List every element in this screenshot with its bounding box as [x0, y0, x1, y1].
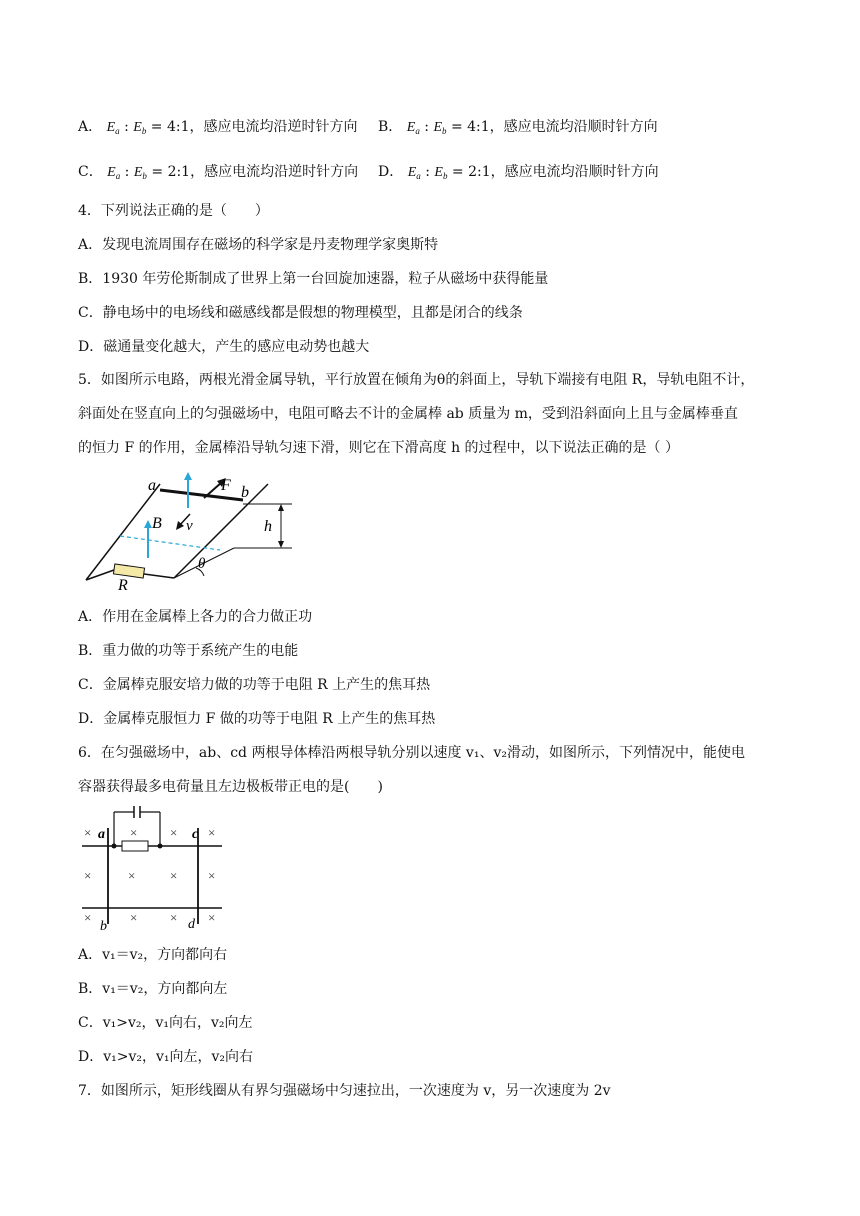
cross: × [84, 868, 92, 883]
q7-stem: 7．如图所示，矩形线圈从有界匀强磁场中匀速拉出，一次速度为 v，另一次速度为 2v [78, 1083, 611, 1099]
cross: × [130, 825, 138, 840]
label-f: F [221, 477, 231, 494]
q5-incline-figure [78, 470, 298, 595]
label-a: a [148, 477, 156, 494]
cross: × [208, 825, 216, 840]
cross: × [208, 910, 216, 925]
label-theta: θ [198, 556, 206, 572]
q4-option-c: C．静电场中的电场线和磁感线都是假想的物理模型，且都是闭合的线条 [78, 305, 523, 321]
cross: × [130, 910, 138, 925]
q4-option-d: D．磁通量变化越大，产生的感应电动势也越大 [78, 339, 370, 355]
field-b-arrowhead-bottom [144, 520, 152, 528]
q3-option-a: A． $E_a$ : $E_b$ = 4:1，感应电流均沿逆时针方向 [78, 119, 358, 136]
cross: × [84, 825, 92, 840]
q6-option-b: B．v₁＝v₂，方向都向左 [78, 981, 228, 997]
dashed-line [120, 536, 220, 550]
bottom-wire-right [144, 574, 174, 578]
label-d: d [188, 917, 195, 932]
label-a: a [98, 827, 105, 842]
resistor [122, 841, 148, 851]
label-r: R [118, 577, 128, 594]
label-h: h [264, 518, 272, 535]
height-arrow-down [278, 541, 284, 548]
q5-stem-line2: 斜面处在竖直向上的匀强磁场中，电阻可略去不计的金属棒 ab 质量为 m，受到沿斜面向上且与金属棒垂直 [78, 406, 738, 422]
label-b: b [241, 484, 249, 501]
q6-option-d: D．v₁>v₂，v₁向左，v₂向右 [78, 1049, 254, 1065]
q5-option-c: C．金属棒克服安培力做的功等于电阻 R 上产生的焦耳热 [78, 677, 431, 693]
q3-option-c: C． $E_a$ : $E_b$ = 2:1，感应电流均沿逆时针方向 [78, 164, 359, 181]
q5-option-a: A．作用在金属棒上各力的合力做正功 [78, 609, 313, 625]
cross: × [208, 868, 216, 883]
q6-stem-line2: 容器获得最多电荷量且左边极板带正电的是( ) [78, 779, 383, 795]
height-arrow-up [278, 504, 284, 511]
q6-stem-line1: 6．在匀强磁场中，ab、cd 两根导体棒沿两根导轨分别以速度 v₁、v₂滑动，如图所示，下列情况中，能使电 [78, 745, 745, 761]
label-c: c [192, 827, 199, 842]
q5-stem-line1: 5．如图所示电路，两根光滑金属导轨，平行放置在倾角为θ的斜面上，导轨下端接有电阻 R，导轨电阻不计， [78, 372, 755, 388]
q3-option-b: B． $E_a$ : $E_b$ = 4:1，感应电流均沿顺时针方向 [378, 119, 658, 136]
q6-option-c: C．v₁>v₂，v₁向右，v₂向左 [78, 1015, 253, 1031]
cross: × [170, 825, 178, 840]
field-b-arrowhead-top [184, 472, 192, 480]
q5-stem-line3: 的恒力 F 的作用，金属棒沿导轨匀速下滑，则它在下滑高度 h 的过程中，以下说法正确的是（ ） [78, 440, 679, 456]
cross: × [84, 910, 92, 925]
label-b: b [100, 919, 107, 934]
cross: × [170, 868, 178, 883]
q6-option-a: A．v₁＝v₂，方向都向右 [78, 947, 228, 963]
label-b-field: B [152, 515, 162, 532]
cross: × [128, 868, 136, 883]
q4-stem: 4．下列说法正确的是（ ） [78, 203, 269, 219]
label-v: v [186, 518, 193, 534]
resistor-r [113, 564, 144, 578]
q4-option-b: B．1930 年劳伦斯制成了世界上第一台回旋加速器，粒子从磁场中获得能量 [78, 271, 549, 287]
q3-option-d: D． $E_a$ : $E_b$ = 2:1，感应电流均沿顺时针方向 [378, 164, 659, 181]
q4-option-a: A．发现电流周围存在磁场的科学家是丹麦物理学家奥斯特 [78, 237, 439, 253]
q5-option-b: B．重力做的功等于系统产生的电能 [78, 643, 299, 659]
cross: × [170, 910, 178, 925]
q5-option-d: D．金属棒克服恒力 F 做的功等于电阻 R 上产生的焦耳热 [78, 711, 436, 727]
q6-rails-figure [78, 806, 228, 934]
